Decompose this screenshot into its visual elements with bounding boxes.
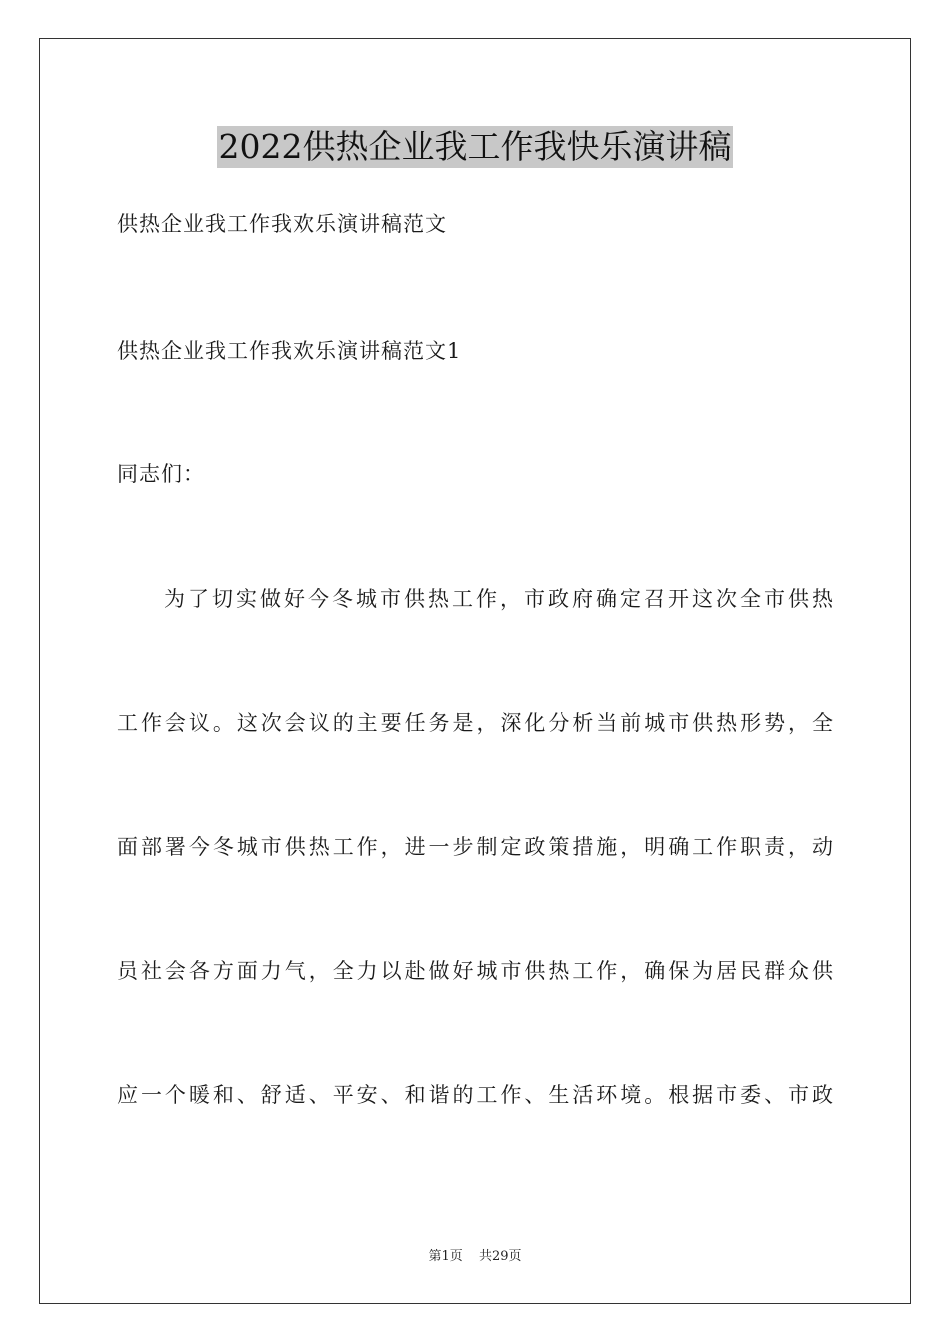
section-heading: 供热企业我工作我欢乐演讲稿范文1 — [117, 339, 462, 363]
body-line-4: 员社会各方面力气，全力以赴做好城市供热工作，确保为居民群众供 — [117, 959, 833, 983]
body-line-1: 为了切实做好今冬城市供热工作，市政府确定召开这次全市供热 — [164, 587, 833, 611]
page-footer — [0, 1248, 950, 1266]
page-number: 第1页 — [428, 1249, 463, 1264]
body-line-3: 面部署今冬城市供热工作，进一步制定政策措施，明确工作职责，动 — [117, 835, 833, 859]
title-container — [0, 126, 950, 168]
body-line-2: 工作会议。这次会议的主要任务是，深化分析当前城市供热形势，全 — [117, 711, 833, 735]
total-pages: 共29页 — [478, 1249, 522, 1264]
document-subtitle: 供热企业我工作我欢乐演讲稿范文 — [117, 212, 447, 236]
body-line-5: 应一个暖和、舒适、平安、和谐的工作、生活环境。根据市委、市政 — [117, 1083, 833, 1107]
document-title: 2022供热企业我工作我快乐演讲稿 — [218, 127, 732, 166]
salutation: 同志们： — [117, 462, 205, 486]
